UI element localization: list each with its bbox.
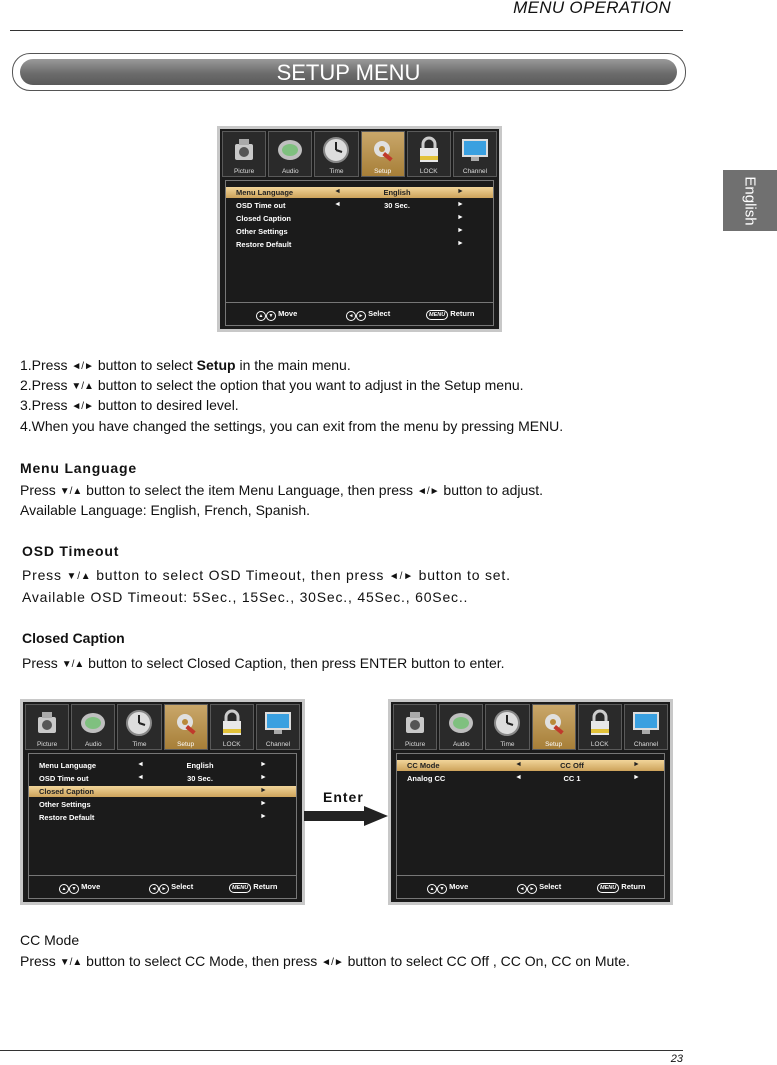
- tab-channel-icon: Channel: [624, 704, 668, 750]
- step-2: 2.Press ▼/▲ button to select the option that you want to adjust in the Setup menu.: [20, 377, 524, 393]
- tab-lock-icon: LOCK: [407, 131, 451, 177]
- tab-channel-icon: Channel: [453, 131, 497, 177]
- tab-setup-icon: Setup: [361, 131, 405, 177]
- step-4: 4.When you have changed the settings, you can exit from the menu by pressing MENU.: [20, 418, 564, 434]
- osd-timeout-available: Available OSD Timeout: 5Sec., 15Sec., 30Sec., 45Sec., 60Sec..: [22, 589, 469, 605]
- menu-language-available: Available Language: English, French, Spanish.: [20, 502, 311, 518]
- language-tab: [723, 170, 777, 231]
- step-1: 1.Press ◄/► button to select Setup in the main menu.: [20, 357, 351, 373]
- tab-picture-icon: Picture: [393, 704, 437, 750]
- cc-mode-heading: CC Mode: [20, 932, 80, 948]
- cc-mode-text: Press ▼/▲ button to select CC Mode, then press ◄/► button to select CC Off , CC On, CC on Mute.: [20, 953, 630, 969]
- tab-audio-icon: Audio: [71, 704, 115, 750]
- menu-row: CC Mode ◄ CC Off ►: [397, 760, 664, 771]
- tab-time-icon: Time: [485, 704, 529, 750]
- tab-time-icon: Time: [117, 704, 161, 750]
- osd-timeout-text: Press ▼/▲ button to select OSD Timeout, then press ◄/► button to set.: [22, 567, 511, 583]
- menu-row: Other Settings ►: [39, 800, 267, 809]
- menu-footer: ▲ ▼ Move ◄ ► Select MENU Return: [396, 875, 665, 899]
- menu-tab-bar: [393, 704, 668, 750]
- enter-label: Enter: [323, 789, 364, 805]
- menu-row: Closed Caption ►: [236, 214, 464, 223]
- menu-row: Menu Language ◄ English ►: [226, 187, 493, 198]
- tab-picture-icon: Picture: [25, 704, 69, 750]
- tab-picture-icon: Picture: [222, 131, 266, 177]
- closed-caption-heading: Closed Caption: [22, 630, 125, 646]
- section-header: MENU OPERATION: [513, 0, 671, 17]
- tab-lock-icon: LOCK: [210, 704, 254, 750]
- tab-setup-icon: Setup: [532, 704, 576, 750]
- tab-lock-icon: LOCK: [578, 704, 622, 750]
- tab-audio-icon: Audio: [439, 704, 483, 750]
- menu-row: OSD Time out ◄ 30 Sec. ►: [39, 774, 267, 783]
- menu-panel: [225, 180, 494, 303]
- closed-caption-menu-screenshot: [388, 699, 673, 905]
- tab-audio-icon: Audio: [268, 131, 312, 177]
- language-tab-label: English: [741, 175, 759, 226]
- closed-caption-text: Press ▼/▲ button to select Closed Caption, then press ENTER button to enter.: [22, 655, 505, 671]
- menu-tab-bar: [222, 131, 497, 177]
- menu-panel: [396, 753, 665, 876]
- tab-time-icon: Time: [314, 131, 358, 177]
- menu-row: OSD Time out ◄ 30 Sec. ►: [236, 201, 464, 210]
- menu-footer: ▲ ▼ Move ◄ ► Select MENU Return: [28, 875, 297, 899]
- tab-channel-icon: Channel: [256, 704, 300, 750]
- menu-footer: ▲ ▼ Move ◄ ► Select MENU Return: [225, 302, 494, 326]
- menu-tab-bar: [25, 704, 300, 750]
- menu-row: Closed Caption ►: [29, 786, 296, 797]
- menu-row: Menu Language ◄ English ►: [39, 761, 267, 770]
- header-rule: [10, 30, 683, 31]
- osd-timeout-heading: OSD Timeout: [22, 543, 120, 559]
- menu-language-heading: Menu Language: [20, 460, 137, 476]
- tab-setup-icon: Setup: [164, 704, 208, 750]
- menu-row: Other Settings ►: [236, 227, 464, 236]
- setup-menu-closed-caption-screenshot: [20, 699, 305, 905]
- page-title: SETUP MENU: [20, 59, 677, 85]
- menu-row: Restore Default ►: [39, 813, 267, 822]
- setup-menu-screenshot: [217, 126, 502, 332]
- page-number: 23: [670, 1053, 683, 1065]
- menu-panel: [28, 753, 297, 876]
- menu-language-text: Press ▼/▲ button to select the item Menu Language, then press ◄/► button to adjust.: [20, 482, 544, 498]
- menu-row: Analog CC ◄ CC 1 ►: [407, 774, 640, 783]
- footer-rule: [0, 1050, 683, 1051]
- step-3: 3.Press ◄/► button to desired level.: [20, 397, 239, 413]
- right-arrow-icon: [304, 806, 390, 826]
- menu-row: Restore Default ►: [236, 240, 464, 249]
